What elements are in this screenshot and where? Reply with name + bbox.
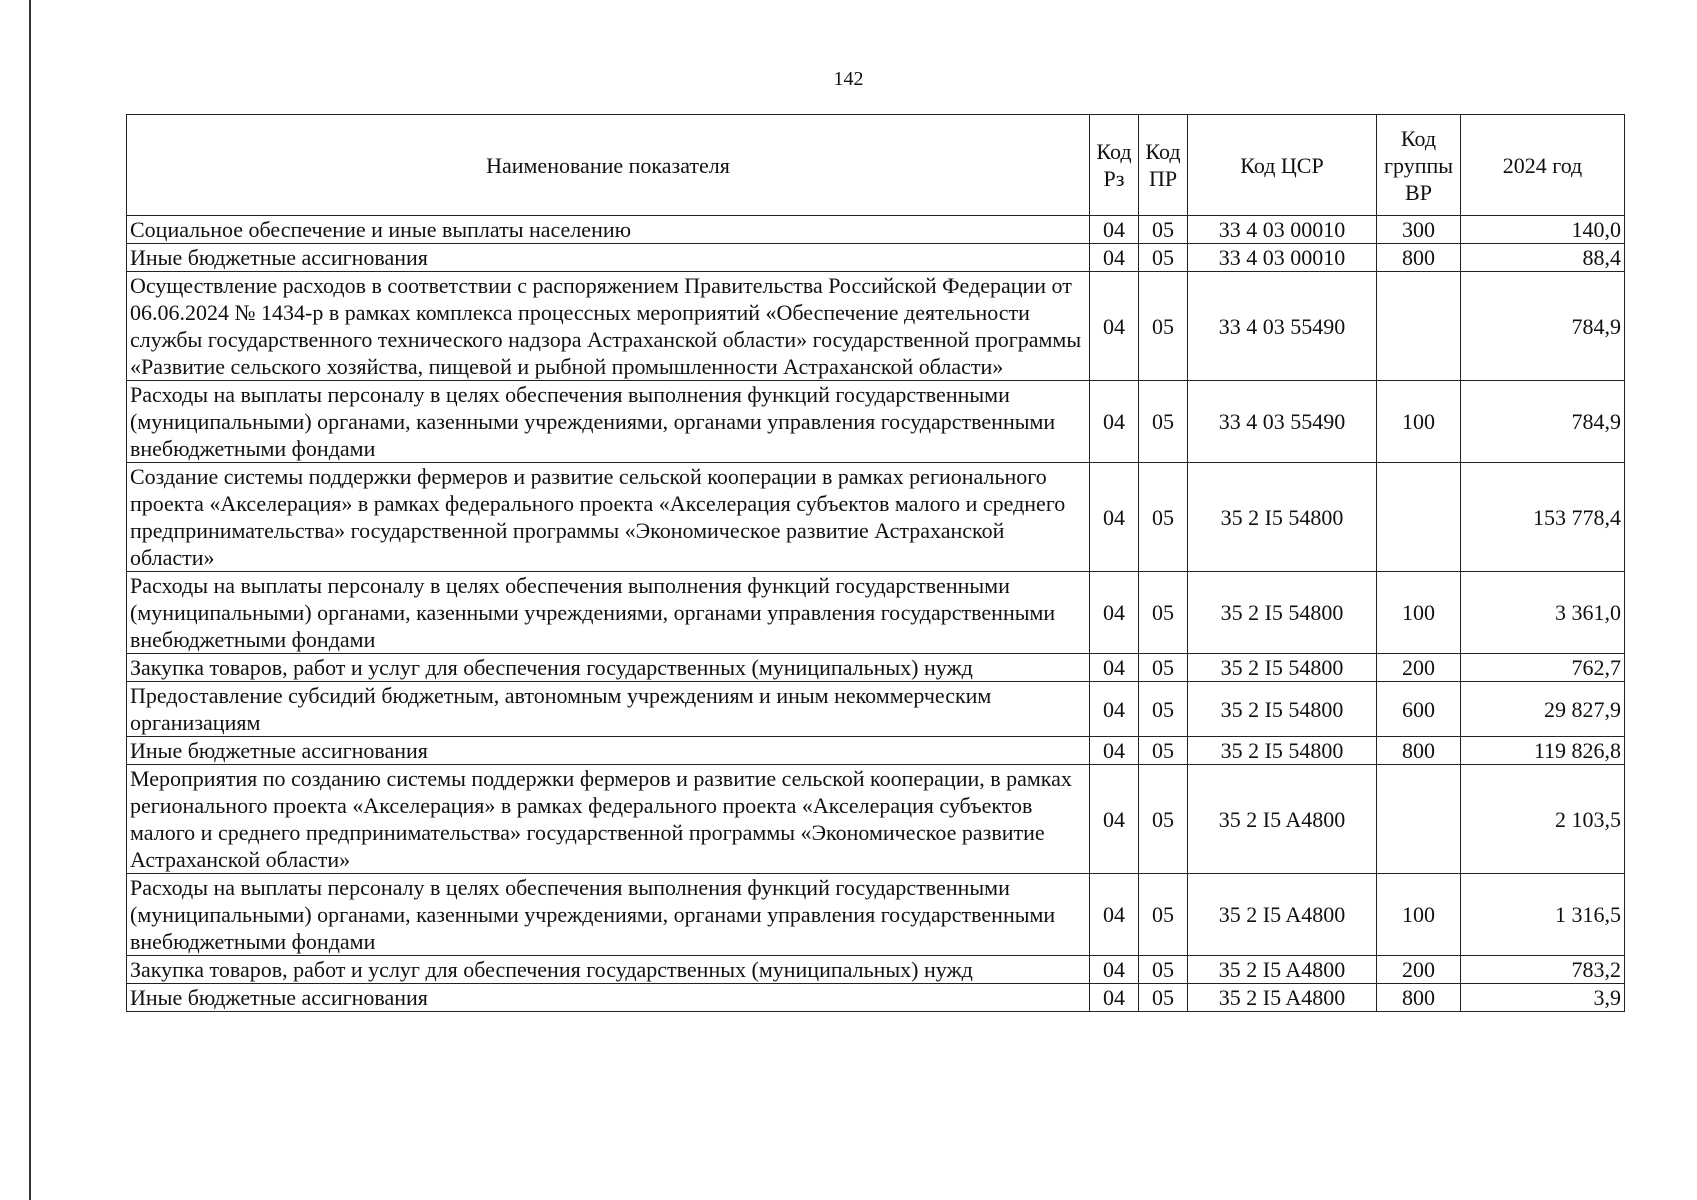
page-number: 142 [833, 68, 864, 90]
cell-vr: 100 [1377, 381, 1461, 463]
header-name: Наименование показателя [127, 115, 1090, 216]
cell-name: Мероприятия по созданию системы поддержки фермеров и развитие сельской кооперации, в рамках регионального проекта «Акселерация» в рамках федерального проекта «Акселерация субъектов малого и среднего предпринимательства» государственной программы «Экономическое развитие Астраханской области» [127, 765, 1090, 874]
cell-csr: 35 2 I5 54800 [1188, 572, 1377, 654]
cell-csr: 35 2 I5 54800 [1188, 463, 1377, 572]
cell-pr: 05 [1139, 216, 1188, 244]
cell-amount: 29 827,9 [1461, 682, 1625, 737]
cell-pr: 05 [1139, 244, 1188, 272]
cell-rz: 04 [1090, 216, 1139, 244]
cell-rz: 04 [1090, 765, 1139, 874]
cell-pr: 05 [1139, 654, 1188, 682]
cell-amount: 1 316,5 [1461, 874, 1625, 956]
cell-rz: 04 [1090, 737, 1139, 765]
header-vr-line2: группы [1383, 152, 1454, 178]
cell-csr: 33 4 03 55490 [1188, 381, 1377, 463]
header-rz-line2: Рз [1103, 166, 1125, 191]
cell-rz: 04 [1090, 984, 1139, 1012]
cell-name: Социальное обеспечение и иные выплаты населению [127, 216, 1090, 244]
cell-rz: 04 [1090, 244, 1139, 272]
cell-pr: 05 [1139, 737, 1188, 765]
cell-vr [1377, 272, 1461, 381]
header-pr-line2: ПР [1148, 166, 1178, 191]
cell-vr: 200 [1377, 654, 1461, 682]
table-row [127, 956, 1625, 984]
table-header-row [127, 115, 1625, 216]
cell-csr: 35 2 I5 54800 [1188, 737, 1377, 765]
table-row [127, 874, 1625, 956]
cell-csr: 35 2 I5 54800 [1188, 654, 1377, 682]
cell-pr: 05 [1139, 682, 1188, 737]
cell-rz: 04 [1090, 463, 1139, 572]
cell-pr: 05 [1139, 381, 1188, 463]
budget-table [126, 114, 1625, 1012]
header-pr-line1: Код [1145, 139, 1181, 164]
cell-rz: 04 [1090, 654, 1139, 682]
cell-amount: 119 826,8 [1461, 737, 1625, 765]
cell-csr: 33 4 03 00010 [1188, 216, 1377, 244]
cell-pr: 05 [1139, 463, 1188, 572]
table-row [127, 272, 1625, 381]
cell-name: Осуществление расходов в соответствии с распоряжением Правительства Российской Федерации от 06.06.2024 № 1434-р в рамках комплекса процессных мероприятий «Обеспечение деятельности службы государственного технического надзора Астраханской области» государственной программы «Развитие сельского хозяйства, пищевой и рыбной промышленности Астраханской области» [127, 272, 1090, 381]
cell-csr: 33 4 03 55490 [1188, 272, 1377, 381]
cell-pr: 05 [1139, 272, 1188, 381]
cell-amount: 3 361,0 [1461, 572, 1625, 654]
cell-amount: 153 778,4 [1461, 463, 1625, 572]
cell-rz: 04 [1090, 572, 1139, 654]
cell-pr: 05 [1139, 572, 1188, 654]
table-row [127, 244, 1625, 272]
header-amount: 2024 год [1461, 115, 1625, 216]
cell-name: Иные бюджетные ассигнования [127, 244, 1090, 272]
cell-vr [1377, 463, 1461, 572]
cell-csr: 35 2 I5 54800 [1188, 682, 1377, 737]
cell-vr: 800 [1377, 737, 1461, 765]
cell-amount: 784,9 [1461, 272, 1625, 381]
cell-vr: 100 [1377, 874, 1461, 956]
header-vr-line1: Код [1400, 125, 1437, 151]
cell-pr: 05 [1139, 874, 1188, 956]
cell-name: Закупка товаров, работ и услуг для обеспечения государственных (муниципальных) нужд [127, 956, 1090, 984]
cell-csr: 35 2 I5 A4800 [1188, 765, 1377, 874]
cell-rz: 04 [1090, 381, 1139, 463]
cell-rz: 04 [1090, 956, 1139, 984]
header-csr: Код ЦСР [1188, 115, 1377, 216]
header-vr [1377, 115, 1461, 216]
cell-amount: 140,0 [1461, 216, 1625, 244]
cell-amount: 784,9 [1461, 381, 1625, 463]
cell-pr: 05 [1139, 984, 1188, 1012]
cell-name: Расходы на выплаты персоналу в целях обеспечения выполнения функций государственными (муниципальными) органами, казенными учреждениями, органами управления государственными внебюджетными фондами [127, 572, 1090, 654]
table-row [127, 984, 1625, 1012]
cell-amount: 88,4 [1461, 244, 1625, 272]
binding-line [29, 0, 31, 1200]
cell-vr: 300 [1377, 216, 1461, 244]
cell-amount: 3,9 [1461, 984, 1625, 1012]
cell-rz: 04 [1090, 682, 1139, 737]
cell-name: Расходы на выплаты персоналу в целях обеспечения выполнения функций государственными (муниципальными) органами, казенными учреждениями, органами управления государственными внебюджетными фондами [127, 381, 1090, 463]
cell-rz: 04 [1090, 272, 1139, 381]
cell-name: Закупка товаров, работ и услуг для обеспечения государственных (муниципальных) нужд [127, 654, 1090, 682]
header-rz-line1: Код [1096, 139, 1132, 164]
cell-name: Иные бюджетные ассигнования [127, 984, 1090, 1012]
cell-pr: 05 [1139, 765, 1188, 874]
header-rz [1090, 115, 1139, 216]
cell-name: Предоставление субсидий бюджетным, автономным учреждениям и иным некоммерческим организациям [127, 682, 1090, 737]
table-row [127, 654, 1625, 682]
cell-csr: 33 4 03 00010 [1188, 244, 1377, 272]
cell-name: Создание системы поддержки фермеров и развитие сельской кооперации в рамках регионального проекта «Акселерация» в рамках федерального проекта «Акселерация субъектов малого и среднего предпринимательства» государственной программы «Экономическое развитие Астраханской области» [127, 463, 1090, 572]
table-row [127, 765, 1625, 874]
cell-name: Расходы на выплаты персоналу в целях обеспечения выполнения функций государственными (муниципальными) органами, казенными учреждениями, органами управления государственными внебюджетными фондами [127, 874, 1090, 956]
cell-amount: 783,2 [1461, 956, 1625, 984]
cell-pr: 05 [1139, 956, 1188, 984]
cell-csr: 35 2 I5 A4800 [1188, 956, 1377, 984]
header-vr-line3: ВР [1405, 179, 1432, 205]
table-row [127, 737, 1625, 765]
cell-amount: 762,7 [1461, 654, 1625, 682]
cell-rz: 04 [1090, 874, 1139, 956]
cell-csr: 35 2 I5 A4800 [1188, 874, 1377, 956]
cell-vr: 100 [1377, 572, 1461, 654]
cell-vr: 800 [1377, 244, 1461, 272]
cell-vr: 600 [1377, 682, 1461, 737]
cell-vr: 800 [1377, 984, 1461, 1012]
cell-csr: 35 2 I5 A4800 [1188, 984, 1377, 1012]
cell-name: Иные бюджетные ассигнования [127, 737, 1090, 765]
cell-vr [1377, 765, 1461, 874]
table-row [127, 381, 1625, 463]
cell-amount: 2 103,5 [1461, 765, 1625, 874]
header-pr [1139, 115, 1188, 216]
table-row [127, 682, 1625, 737]
table-row [127, 463, 1625, 572]
table-row [127, 572, 1625, 654]
cell-vr: 200 [1377, 956, 1461, 984]
table-row [127, 216, 1625, 244]
